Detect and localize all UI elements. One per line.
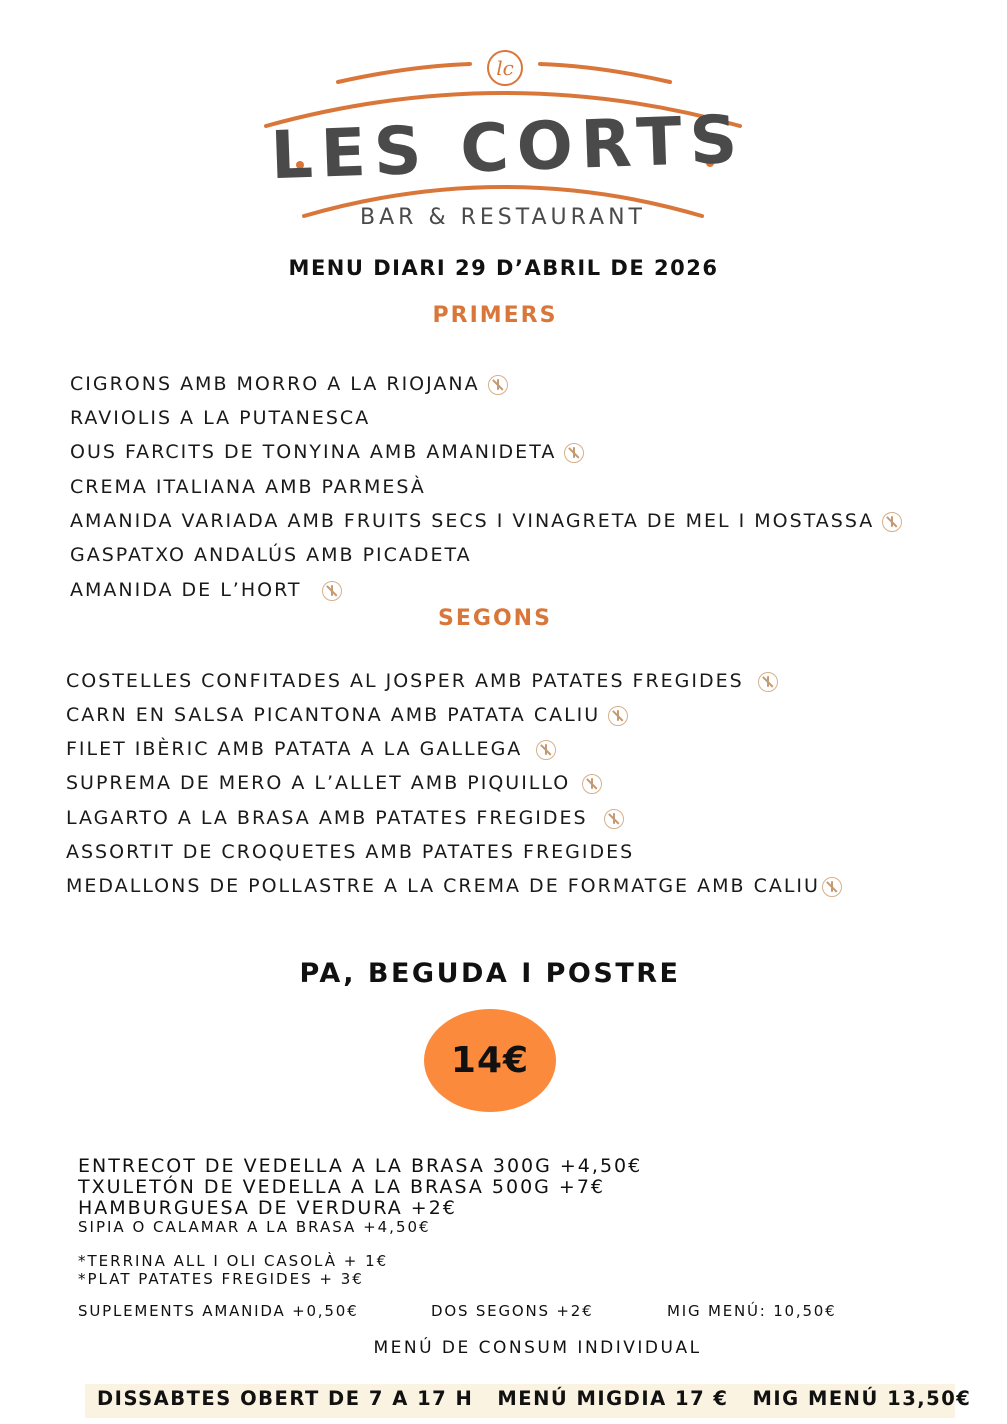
list-item [70,371,508,397]
logo-name: LES CORTS [269,100,747,195]
price-badge [424,1009,556,1112]
gluten-free-icon [882,512,902,532]
includes-heading: PA, BEGUDA I POSTRE [299,958,681,989]
extra-item: TXULETÓN DE VEDELLA A LA BRASA 500G +7€ [78,1176,606,1198]
dish-name: GASPATXO ANDALÚS AMB PICADETA [70,544,472,566]
list-item [70,577,342,603]
list-item [66,668,778,694]
dish-name: AMANIDA VARIADA AMB FRUITS SECS I VINAGRETA DE MEL I MOSTASSA [70,510,875,532]
list-item [66,702,628,728]
gluten-free-icon [758,672,778,692]
list-item [66,805,624,831]
dish-name: SUPREMA DE MERO A L’ALLET AMB PIQUILLO [66,772,571,794]
list-item [66,873,842,899]
list-item [70,439,584,465]
gluten-free-icon [608,706,628,726]
banner-half: MIG MENÚ 13,50€ [752,1387,972,1410]
dish-name: CIGRONS AMB MORRO A LA RIOJANA [70,373,480,395]
banner-saturday: DISSABTES OBERT DE 7 A 17 H [97,1387,474,1410]
list-item [66,839,634,865]
les-corts-logo [260,40,750,240]
banner-lunch: MENÚ MIGDIA 17 € [497,1387,729,1410]
gluten-free-icon [582,774,602,794]
dish-name: LAGARTO A LA BRASA AMB PATATES FREGIDES [66,807,588,829]
supplement-salad: SUPLEMENTS AMANIDA +0,50€ [78,1302,359,1320]
list-item [66,736,556,762]
list-item [70,542,472,568]
dish-name: AMANIDA DE L’HORT [70,579,302,601]
gluten-free-icon [536,740,556,760]
extra-item-small: SIPIA O CALAMAR A LA BRASA +4,50€ [78,1218,431,1236]
menu-title: MENU DIARI 29 D’ABRIL DE 2026 [288,256,719,280]
list-item [70,474,426,500]
extra-item: ENTRECOT DE VEDELLA A LA BRASA 300G +4,50€ [78,1155,643,1177]
supplement-two-mains: DOS SEGONS +2€ [431,1302,594,1320]
list-item [70,508,902,534]
dish-name: CREMA ITALIANA AMB PARMESÀ [70,476,426,498]
gluten-free-icon [564,443,584,463]
logo-monogram: lc [496,56,514,80]
section-heading-primers: PRIMERS [432,303,558,328]
dish-name: RAVIOLIS A LA PUTANESCA [70,407,371,429]
logo-tagline: BAR & RESTAURANT [360,205,646,230]
list-item [66,770,602,796]
dish-name: ASSORTIT DE CROQUETES AMB PATATES FREGIDES [66,841,635,863]
extra-item: HAMBURGUESA DE VERDURA +2€ [78,1197,457,1219]
individual-note: MENÚ DE CONSUM INDIVIDUAL [373,1338,702,1358]
dish-name: FILET IBÈRIC AMB PATATA A LA GALLEGA [66,738,523,760]
gluten-free-icon [604,809,624,829]
gluten-free-icon [322,581,342,601]
hours-banner-text [85,1387,972,1410]
gluten-free-icon [488,375,508,395]
gluten-free-icon [822,877,842,897]
dish-name: OUS FARCITS DE TONYINA AMB AMANIDETA [70,441,557,463]
supplement-half-menu: MIG MENÚ: 10,50€ [667,1302,837,1320]
side-item: *TERRINA ALL I OLI CASOLÀ + 1€ [78,1252,389,1270]
dish-name: COSTELLES CONFITADES AL JOSPER AMB PATATES FREGIDES [66,670,744,692]
section-heading-segons: SEGONS [438,606,552,631]
dish-name: MEDALLONS DE POLLASTRE A LA CREMA DE FORMATGE AMB CALIU [66,875,820,897]
list-item [70,405,370,431]
price-value: 14€ [450,1040,530,1081]
side-item: *PLAT PATATES FREGIDES + 3€ [78,1270,364,1288]
dish-name: CARN EN SALSA PICANTONA AMB PATATA CALIU [66,704,601,726]
